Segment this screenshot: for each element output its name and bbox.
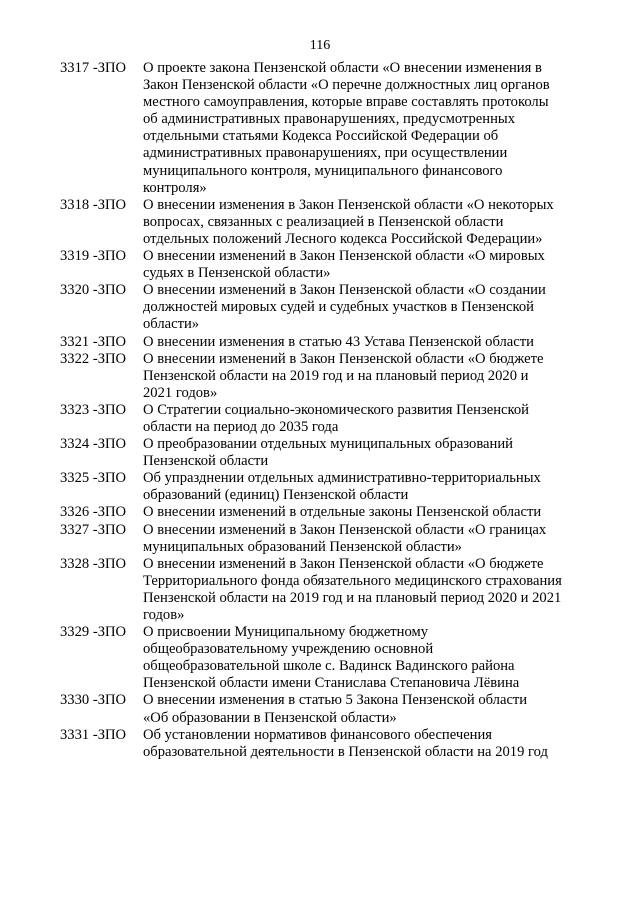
entry-title-line: должностей мировых судей и судебных участков в Пензенской — [143, 299, 534, 316]
entry-title-line: образований (единиц) Пензенской области — [143, 487, 409, 504]
entry-title-line: годов» — [143, 607, 185, 623]
entry-title — [143, 402, 580, 436]
entry-title-line: Закон Пензенской области «О перечне должностных лиц органов — [143, 77, 550, 94]
entry-title-line: образовательной деятельности в Пензенской области на 2019 год — [143, 743, 548, 760]
list-item — [60, 624, 580, 692]
entry-title-line: области на период до 2035 года — [143, 418, 339, 435]
entry-number: 3323 -ЗПО — [60, 401, 127, 418]
entry-title-line: Об установлении нормативов финансового обеспечения — [143, 726, 493, 743]
entry-title — [143, 248, 580, 282]
entry-title-line: отдельных положений Лесного кодекса Российской Федерации» — [143, 230, 543, 247]
entry-title-line: об административных правонарушениях, предусмотренных — [143, 111, 515, 128]
entry-title-line: О внесении изменений в Закон Пензенской области «О границах — [143, 521, 547, 538]
entry-title-line: О внесении изменений в отдельные законы Пензенской области — [143, 504, 542, 521]
list-item — [60, 351, 580, 402]
entry-title-line: О внесении изменений в Закон Пензенской области «О бюджете — [143, 350, 544, 367]
entry-list — [60, 60, 580, 761]
entry-title — [143, 556, 580, 624]
entry-title-line: О внесении изменения в статью 43 Устава Пензенской области — [143, 333, 534, 350]
entry-number: 3326 -ЗПО — [60, 504, 127, 521]
entry-title — [143, 522, 580, 556]
entry-title — [143, 197, 580, 248]
entry-title — [143, 692, 580, 726]
list-item — [60, 248, 580, 282]
list-item — [60, 692, 580, 726]
entry-title — [143, 436, 580, 470]
entry-title — [143, 60, 580, 197]
list-item — [60, 60, 580, 197]
entry-title-line: О внесении изменений в Закон Пензенской области «О создании — [143, 282, 546, 299]
entry-title-line: вопросах, связанных с реализацией в Пензенской области — [143, 213, 504, 230]
list-item — [60, 727, 580, 761]
entry-number: 3331 -ЗПО — [60, 726, 127, 743]
entry-title-line: административных правонарушениях, при осуществлении — [143, 145, 508, 162]
entry-title-line: О Стратегии социально-экономического развития Пензенской — [143, 401, 529, 418]
list-item — [60, 197, 580, 248]
entry-title — [143, 504, 580, 521]
entry-title — [143, 470, 580, 504]
entry-title-line: Об упразднении отдельных административно-территориальных — [143, 470, 541, 487]
entry-title-line: Пензенской области на 2019 год и на плановый период 2020 и — [143, 367, 529, 384]
entry-number: 3327 -ЗПО — [60, 521, 127, 538]
page-number: 116 — [309, 38, 331, 53]
entry-title-line: Территориального фонда обязательного медицинского страхования — [143, 572, 562, 589]
entry-title-line: О внесении изменения в статью 5 Закона Пензенской области — [143, 692, 528, 709]
entry-title-line: О присвоении Муниципальному бюджетному — [143, 624, 429, 641]
list-item — [60, 522, 580, 556]
entry-title-line: местного самоуправления, которые вправе составлять протоколы — [143, 94, 549, 111]
entry-title-line: О проекте закона Пензенской области «О внесении изменения в — [143, 60, 542, 76]
entry-title-line: муниципального контроля, муниципального финансового — [143, 162, 503, 179]
entry-number: 3317 -ЗПО — [60, 60, 127, 76]
list-item — [60, 504, 580, 521]
entry-title — [143, 351, 580, 402]
entry-title — [143, 282, 580, 333]
entry-title-line: общеобразовательной школе с. Вадинск Вадинского района — [143, 658, 515, 675]
entry-title-line: контроля» — [143, 179, 207, 196]
entry-title-line: Пензенской области имени Станислава Степановича Лёвина — [143, 675, 520, 692]
entry-number: 3325 -ЗПО — [60, 470, 127, 487]
list-item — [60, 470, 580, 504]
entry-title — [143, 334, 580, 351]
entry-title-line: О внесении изменения в Закон Пензенской области «О некоторых — [143, 196, 554, 213]
entry-title-line: «Об образовании в Пензенской области» — [143, 709, 397, 726]
list-item — [60, 402, 580, 436]
entry-title-line: Пензенской области на 2019 год и на плановый период 2020 и 2021 — [143, 589, 562, 606]
list-item — [60, 436, 580, 470]
entry-number: 3330 -ЗПО — [60, 692, 127, 709]
entry-title-line: 2021 годов» — [143, 384, 218, 401]
entry-number: 3322 -ЗПО — [60, 350, 127, 367]
entry-title-line: Пензенской области — [143, 453, 269, 470]
entry-number: 3321 -ЗПО — [60, 333, 127, 350]
entry-title — [143, 624, 580, 692]
entry-title-line: муниципальных образований Пензенской области» — [143, 538, 462, 555]
entry-title-line: общеобразовательному учреждению основной — [143, 641, 434, 658]
list-item — [60, 334, 580, 351]
entry-title-line: области» — [143, 316, 200, 333]
list-item — [60, 556, 580, 624]
entry-title-line: О преобразовании отдельных муниципальных образований — [143, 436, 513, 453]
entry-title-line: О внесении изменений в Закон Пензенской области «О мировых — [143, 248, 545, 265]
entry-title-line: отдельными статьями Кодекса Российской Федерации об — [143, 128, 499, 145]
entry-number: 3328 -ЗПО — [60, 555, 127, 572]
entry-number: 3324 -ЗПО — [60, 436, 127, 453]
entry-number: 3318 -ЗПО — [60, 196, 127, 213]
entry-number: 3320 -ЗПО — [60, 282, 127, 299]
entry-title — [143, 727, 580, 761]
entry-title-line: О внесении изменений в Закон Пензенской области «О бюджете — [143, 555, 544, 572]
entry-title-line: судьях в Пензенской области» — [143, 265, 331, 282]
entry-number: 3329 -ЗПО — [60, 624, 127, 641]
list-item — [60, 282, 580, 333]
entry-number: 3319 -ЗПО — [60, 248, 127, 265]
